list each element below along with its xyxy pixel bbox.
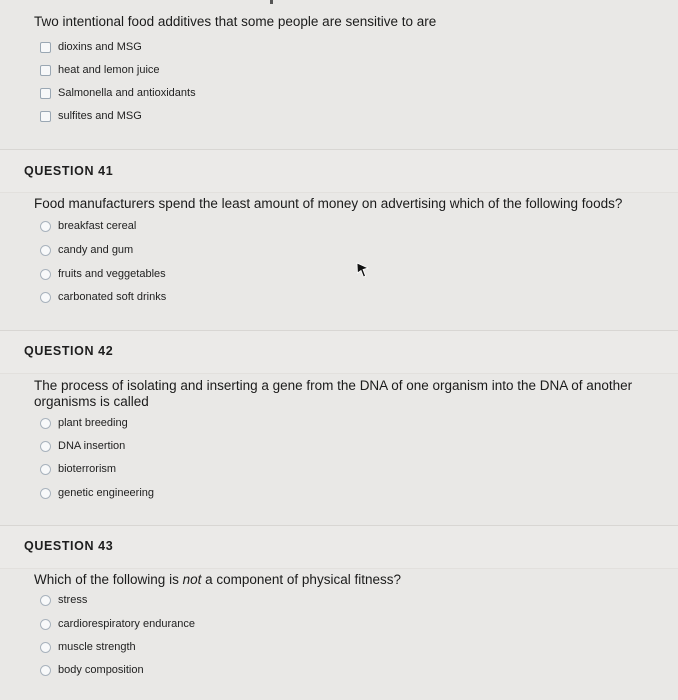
radio-button[interactable] — [40, 441, 51, 452]
option-label: body composition — [58, 664, 144, 676]
emphasis: not — [182, 572, 202, 587]
q40-option-3[interactable] — [40, 87, 196, 99]
option-label: muscle strength — [58, 641, 136, 653]
q42-option-3[interactable] — [40, 463, 116, 475]
q41-option-1[interactable] — [40, 220, 136, 232]
q40-option-2[interactable] — [40, 64, 160, 76]
radio-button[interactable] — [40, 642, 51, 653]
question-41-number: QUESTION 41 — [24, 164, 114, 178]
mouse-pointer-icon — [356, 262, 370, 278]
checkbox[interactable] — [40, 111, 51, 122]
q41-option-2[interactable] — [40, 244, 133, 256]
option-label: fruits and veggetables — [58, 268, 166, 280]
radio-button[interactable] — [40, 488, 51, 499]
radio-button[interactable] — [40, 245, 51, 256]
radio-button[interactable] — [40, 665, 51, 676]
question-43-text — [34, 572, 644, 588]
q43-option-4[interactable] — [40, 664, 144, 676]
radio-button[interactable] — [40, 292, 51, 303]
radio-button[interactable] — [40, 619, 51, 630]
q41-option-4[interactable] — [40, 291, 166, 303]
q40-option-4[interactable] — [40, 110, 142, 122]
top-edge-mark — [270, 0, 273, 4]
question-text-part: a component of physical fitness? — [201, 572, 401, 587]
q43-option-3[interactable] — [40, 641, 136, 653]
q42-option-4[interactable] — [40, 487, 154, 499]
option-label: genetic engineering — [58, 487, 155, 499]
radio-button[interactable] — [40, 418, 51, 429]
option-label: bioterrorism — [58, 463, 117, 475]
option-label: carbonated soft drinks — [58, 291, 167, 303]
option-label: plant breeding — [58, 417, 128, 429]
q42-option-2[interactable] — [40, 440, 125, 452]
question-42-text: The process of isolating and inserting a gene from the DNA of one organism into the DNA of another organisms is called — [34, 378, 633, 409]
question-text-part: Which of the following is — [34, 572, 183, 587]
option-label: DNA insertion — [58, 440, 126, 452]
option-label: candy and gum — [58, 244, 134, 256]
question-43-number: QUESTION 43 — [24, 539, 114, 553]
option-label: Salmonella and antioxidants — [58, 87, 196, 99]
radio-button[interactable] — [40, 464, 51, 475]
radio-button[interactable] — [40, 269, 51, 280]
question-40-text: Two intentional food additives that some people are sensitive to are — [34, 14, 437, 29]
option-label: sulfites and MSG — [58, 110, 142, 122]
question-41-text: Food manufacturers spend the least amount of money on advertising which of the following foods? — [34, 196, 623, 211]
radio-button[interactable] — [40, 221, 51, 232]
option-label: stress — [58, 594, 88, 606]
option-label: dioxins and MSG — [58, 41, 142, 53]
checkbox[interactable] — [40, 88, 51, 99]
q43-option-1[interactable] — [40, 594, 87, 606]
checkbox[interactable] — [40, 65, 51, 76]
radio-button[interactable] — [40, 595, 51, 606]
option-label: cardiorespiratory endurance — [58, 618, 195, 630]
q43-option-2[interactable] — [40, 618, 195, 630]
option-label: breakfast cereal — [58, 220, 137, 232]
checkbox[interactable] — [40, 42, 51, 53]
q40-option-1[interactable] — [40, 41, 142, 53]
q42-option-1[interactable] — [40, 417, 128, 429]
question-42-number: QUESTION 42 — [24, 344, 114, 358]
option-label: heat and lemon juice — [58, 64, 160, 76]
q41-option-3[interactable] — [40, 268, 166, 280]
